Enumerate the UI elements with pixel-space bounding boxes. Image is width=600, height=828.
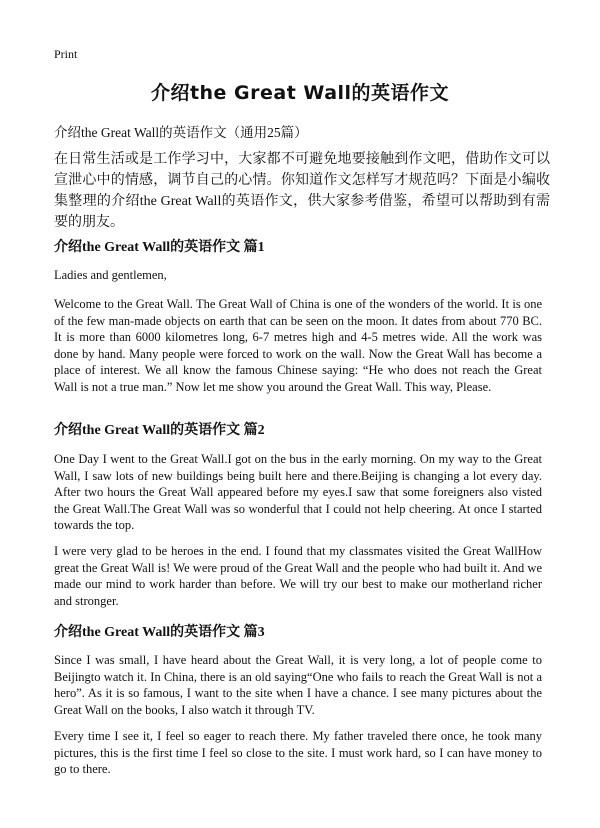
intro-paragraph: 在日常生活或是工作学习中，大家都不可避免地要接触到作文吧，借助作文可以宣泄心中的情感，调节自己的心情。你知道作文怎样写才规范吗？下面是小编收集整理的介绍the Great Wall的英语作文，供大家参考借鉴，希望可以帮助到有需要的朋友。 [54, 152, 550, 230]
section-3-paragraph-1: Since I was small, I have heard about the Great Wall, it is very long, a lot of people come to Beijingto watch it. In China, there is an old saying“One who fails to reach the Great Wall is not a hero”. As it is so famous, I want to the site when I have a chance. I see many pictures about the Great Wall on the books, I also watch it through TV. [54, 653, 542, 717]
print-label[interactable]: Print [54, 47, 78, 61]
section-1-paragraph-1: Welcome to the Great Wall. The Great Wall of China is one of the wonders of the world. It is one of the few man-made objects on earth that can be seen on the moon. It dates from about 770 BC. It is more than 6000 kilometres long, 6-7 metres high and 4-5 metres wide. All the work was done by hand. Many people were forced to work on the wall. Now the Great Wall has become a place of interest. We all know the famous Chinese saying: “He who does not reach the Great Wall is not a true man.” Now let me show you around the Great Wall. This way, Please. [54, 297, 542, 394]
section-2-paragraph-1: One Day I went to the Great Wall.I got on the bus in the early morning. On my way to the Great Wall, I saw lots of new buildings being built here and there.Beijing is changing a lot every day. After two hours the Great Wall appeared before my eyes.I saw that some foreigners also visted the Great Wall.The Great Wall was so wonderful that I could not help cheering. At once I started towards the top. [54, 452, 542, 532]
document-title: 介绍the Great Wall的英语作文 [150, 82, 450, 104]
document-subtitle: 介绍the Great Wall的英语作文（通用25篇） [54, 125, 308, 140]
section-heading-2: 介绍the Great Wall的英语作文 篇2 [54, 423, 265, 438]
section-3-paragraph-2: Every time I see it, I feel so eager to reach there. My father traveled there once, he took many pictures, this is the first time I feel so close to the site. I must work hard, so I can have money to go to there. [54, 729, 542, 776]
section-heading-1: 介绍the Great Wall的英语作文 篇1 [54, 240, 265, 255]
greeting-text: Ladies and gentlemen, [54, 268, 167, 282]
section-2-paragraph-2: I were very glad to be heroes in the end. I found that my classmates visited the Great WallHow great the Great Wall is! We were proud of the Great Wall and the people who had built it. And we made our mind to work harder than before. We will try our best to make our motherland richer and stronger. [54, 544, 542, 608]
section-heading-3: 介绍the Great Wall的英语作文 篇3 [54, 625, 265, 640]
